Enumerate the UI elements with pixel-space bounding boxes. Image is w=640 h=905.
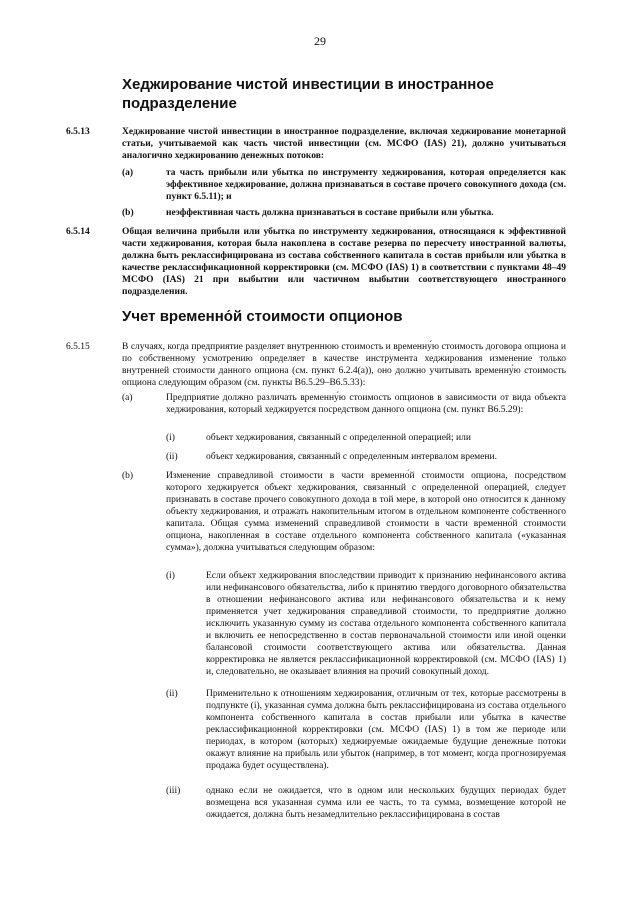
- item-label: (b): [122, 471, 134, 481]
- item-label: (i): [166, 433, 175, 443]
- item-label: (ii): [166, 452, 178, 462]
- item-6-5-13-a: [122, 167, 566, 203]
- item-label: (ii): [166, 689, 178, 699]
- item-text: Предприятие должно различать временну́ю стоимость опционов в зависимости от вида объекта хеджирования, который хеджируется посредством данного опциона (см. пункт B6.5.29):: [166, 393, 566, 415]
- item-text: Применительно к отношениям хеджирования, отличным от тех, которые рассмотрены в подпункте (i), указанная сумма должна быть реклассифицирована из состава отдельного компонента собственного капитала в состав прибыли или убытка в качестве реклассификационной корректировки (см. МСФО (IAS) 1) в том же периоде или периодах, в котором (которых) хеджируемые ожидаемые будущие денежные потоки окажут влияние на прибыль или убыток (например, в тот момент, когда прогнозируемая продажа будет осуществлена).: [206, 689, 566, 771]
- paragraph-6-5-15: [66, 341, 566, 389]
- page-number: 29: [314, 34, 326, 48]
- section-heading-option-time-value: Учет временно́й стоимости опционов: [122, 308, 403, 325]
- paragraph-number: 6.5.15: [66, 342, 90, 352]
- item-6-5-15-b-iii: [166, 785, 566, 821]
- paragraph-number: 6.5.13: [66, 127, 90, 137]
- item-6-5-15-b: [122, 470, 566, 554]
- section-heading-line1: Хеджирование чистой инвестиции в иностранное: [122, 76, 494, 93]
- paragraph-text: В случаях, когда предприятие разделяет внутреннюю стоимость и временну́ю стоимость договора опциона и по собственному усмотрению определяет в качестве инструмента хеджирования изменение только внутренней стоимости данного опциона (см. пункт 6.2.4(a)), оно должно учитывать временну́ю стоимость опциона следующим образом (см. пункты B6.5.29–B6.5.33):: [122, 342, 566, 388]
- item-label: (iii): [166, 786, 181, 796]
- item-text: неэффективная часть должна признаваться в составе прибыли или убытка.: [166, 208, 494, 218]
- item-6-5-13-b: [122, 207, 566, 219]
- paragraph-text: Общая величина прибыли или убытка по инструменту хеджирования, относящаяся к эффективной части хеджирования, которая была накоплена в составе резерва по пересчету иностранной валюты, должна быть реклассифицирована из состава собственного капитала в состав прибыли или убытка в качестве реклассификационной корректировки (см. МСФО (IAS) 1) в соответствии с пунктами 48–49 МСФО (IAS) 21 при выбытии или частичном выбытии соответствующего иностранного подразделения.: [122, 227, 566, 297]
- item-label: (a): [122, 393, 133, 403]
- item-6-5-15-b-ii: [166, 688, 566, 772]
- item-text: та часть прибыли или убытка по инструменту хеджирования, которая определяется как эффективное хеджирование, должна признаваться в составе прочего совокупного дохода (см. пункт 6.5.11); и: [166, 168, 566, 202]
- item-label: (i): [166, 571, 175, 581]
- item-6-5-15-a-i: [166, 432, 566, 444]
- item-label: (a): [122, 168, 134, 178]
- item-text: однако если не ожидается, что в одном или нескольких будущих периодах будет возмещена вся указанная сумма или ее часть, то та сумма, возмещение которой не ожидается, должна быть незамедлительно реклассифицирована в состав: [206, 786, 566, 820]
- item-6-5-15-b-i: [166, 570, 566, 678]
- item-text: объект хеджирования, связанный с определенной операцией; или: [206, 433, 471, 443]
- paragraph-text: Хеджирование чистой инвестиции в иностранное подразделение, включая хеджирование монетарной статьи, учитываемой как часть чистой инвестиции (см. МСФО (IAS) 21), должно учитываться аналогично хеджированию денежных потоков:: [122, 127, 566, 161]
- item-text: Если объект хеджирования впоследствии приводит к признанию нефинансового актива или нефинансового обязательства, либо к принятию твердого договорного обязательства в отношении нефинансового актива или нефинансового обязательства и к нему применяется учет хеджирования справедливой стоимости, то предприятие должно исключить указанную сумму из состава отдельного компонента собственного капитала и включить ее непосредственно в состав первоначальной стоимости или иной оценки балансовой стоимости соответствующего актива или обязательства. Данная корректировка не является реклассификационной корректировкой (см. МСФО (IAS) 1) и, следовательно, не оказывает влияния на прочий совокупный доход.: [206, 571, 566, 677]
- section-heading-line2: подразделение: [122, 95, 237, 112]
- item-6-5-15-a: [122, 392, 566, 416]
- item-label: (b): [122, 208, 134, 218]
- paragraph-6-5-14: [66, 226, 566, 298]
- item-text: объект хеджирования, связанный с определенным интервалом времени.: [206, 452, 497, 462]
- paragraph-number: 6.5.14: [66, 227, 90, 237]
- section-heading-net-investment: [122, 75, 562, 113]
- item-text: Изменение справедливой стоимости в части временно́й стоимости опциона, посредством которого хеджируется объект хеджирования, связанный с определенной операцией, следует признавать в составе прочего совокупного дохода в той мере, в которой оно относится к данному объекту хеджирования, и отражать накопительным итогом в отдельном компоненте собственного капитала. Общая сумма изменений справедливой стоимости в части временно́й стоимости опциона, накопленная в составе отдельного компонента собственного капитала («указанная сумма»), должна учитываться следующим образом:: [166, 471, 566, 553]
- item-6-5-15-a-ii: [166, 451, 566, 463]
- paragraph-6-5-13: [66, 126, 566, 162]
